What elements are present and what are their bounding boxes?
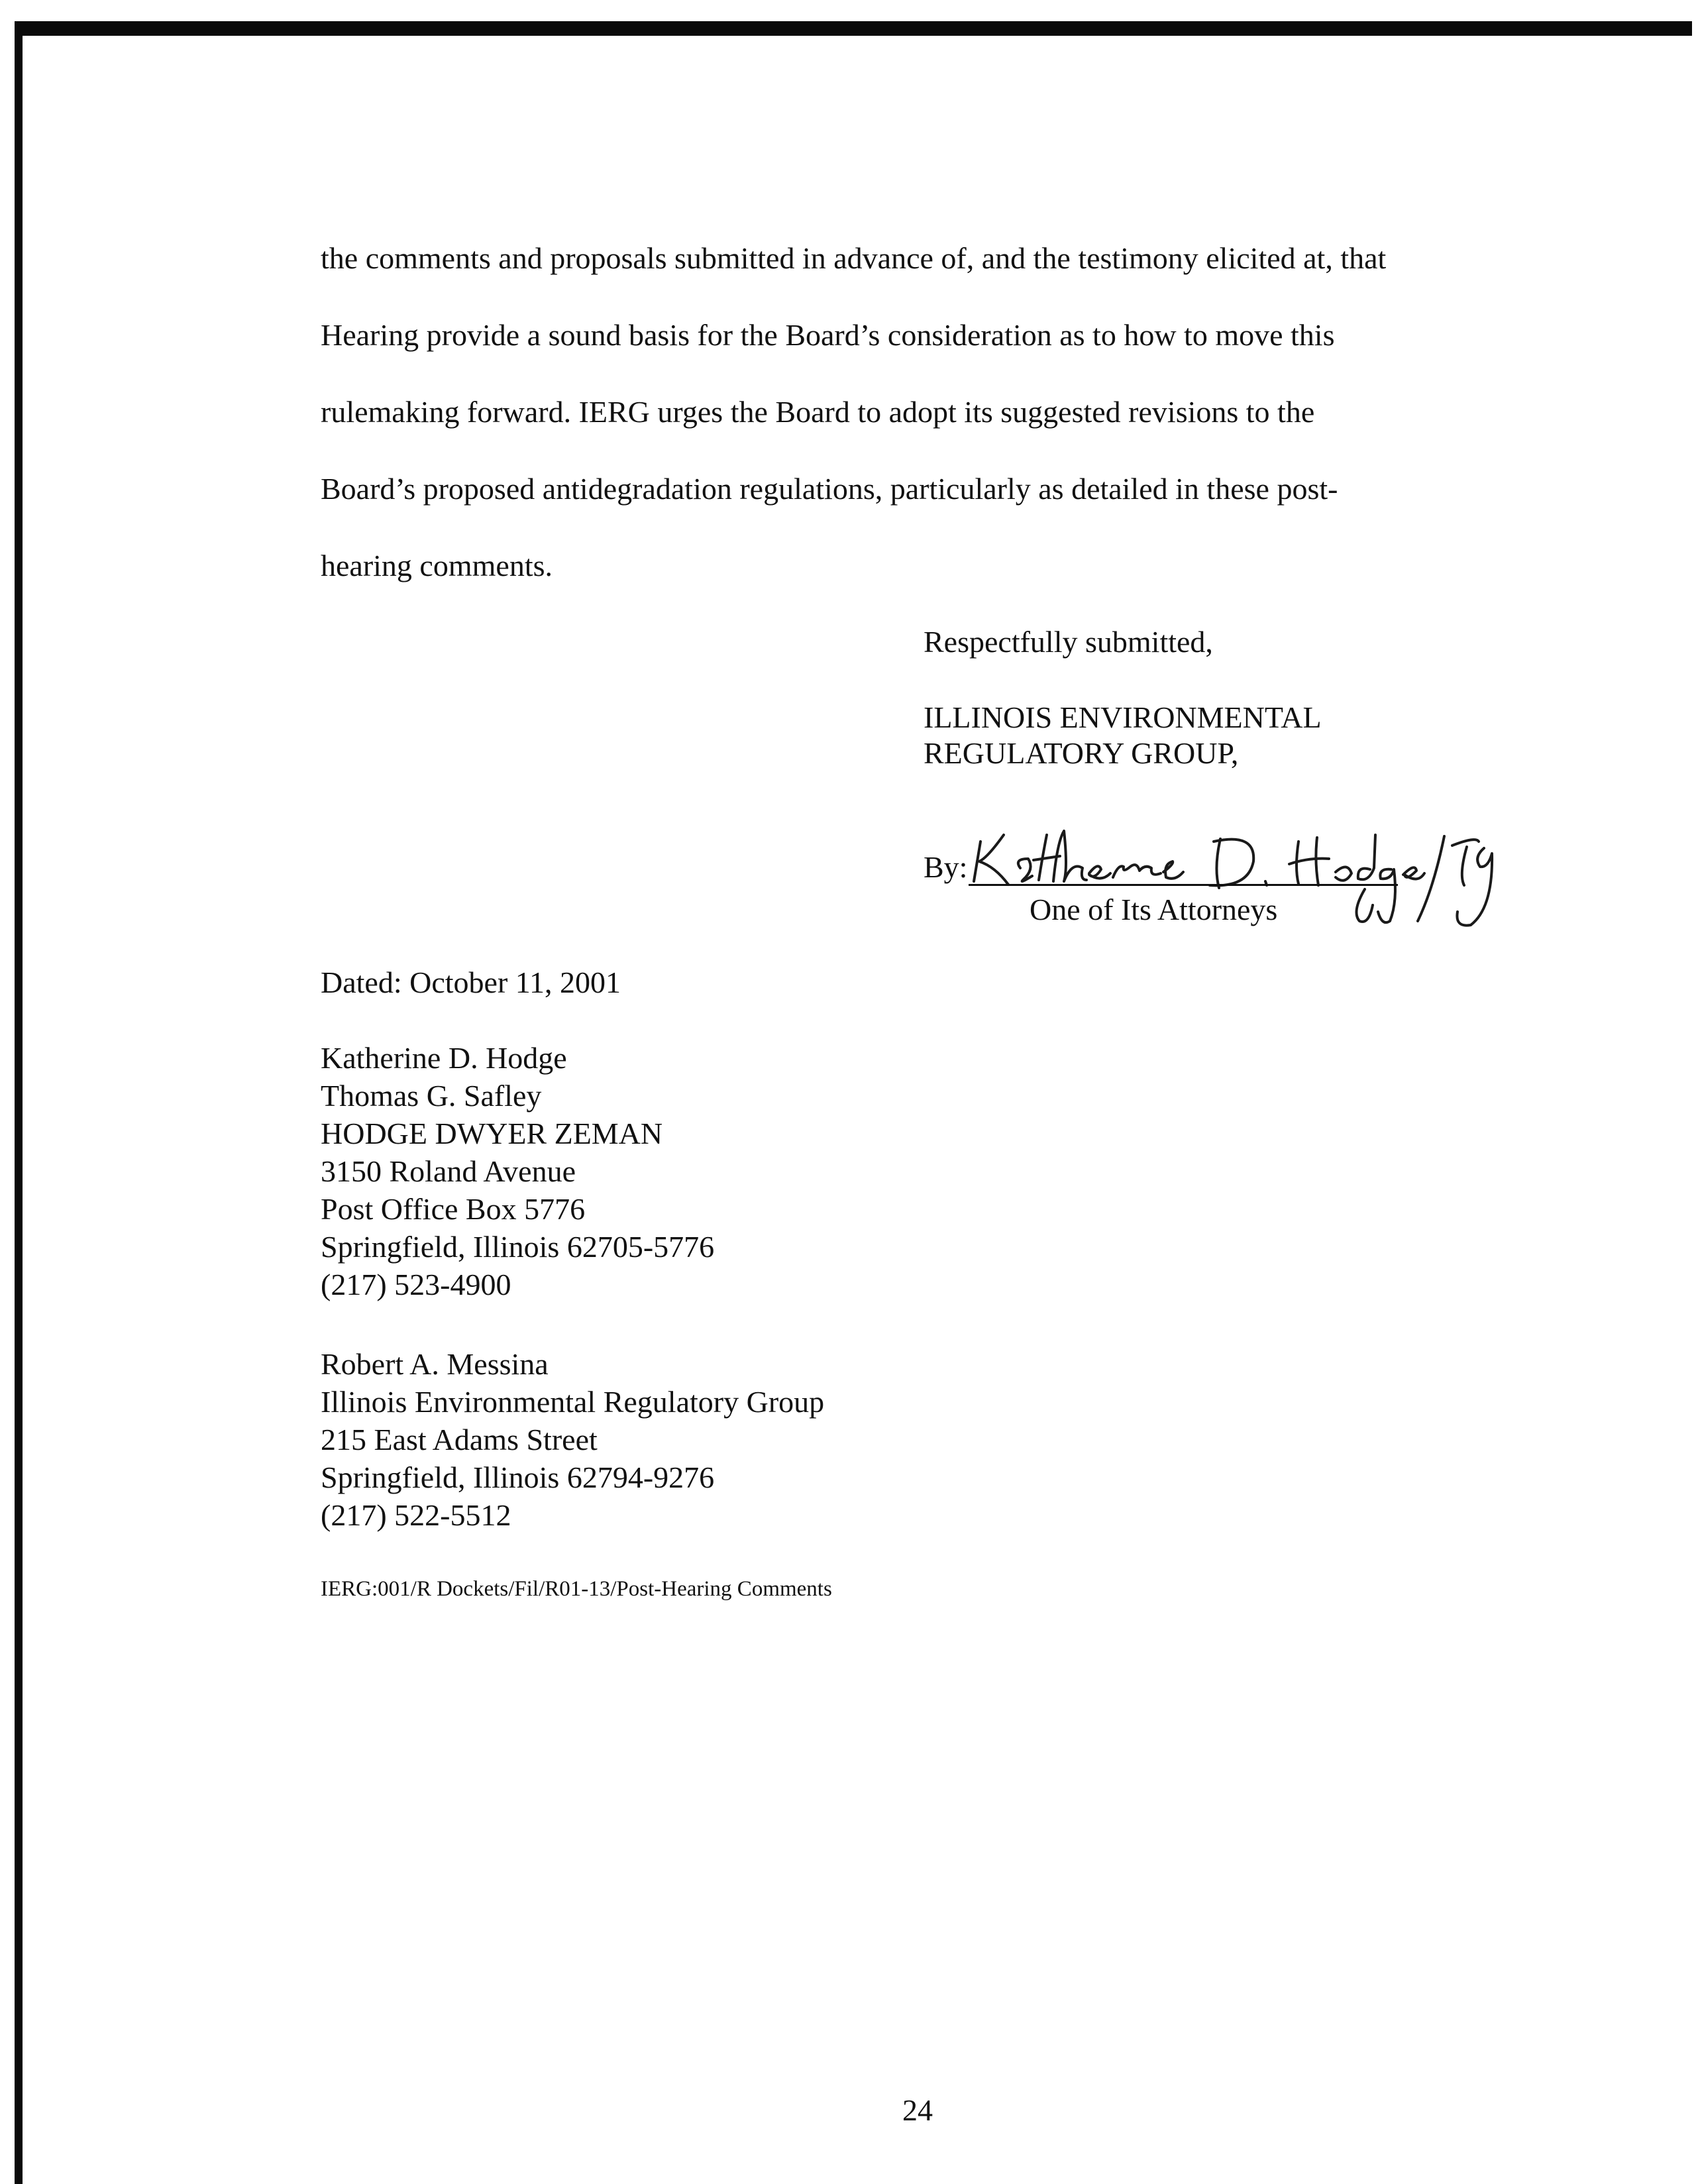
scan-border-top bbox=[15, 21, 1692, 36]
file-reference: IERG:001/R Dockets/Fil/R01-13/Post-Hearing Comments bbox=[321, 1577, 832, 1601]
page-number: 24 bbox=[902, 2093, 933, 2127]
body-line: hearing comments. bbox=[321, 549, 553, 582]
counsel-line: Post Office Box 5776 bbox=[321, 1192, 586, 1226]
scan-border-left bbox=[15, 21, 23, 2184]
counsel-line: Illinois Environmental Regulatory Group bbox=[321, 1385, 825, 1419]
counsel-line: (217) 522-5512 bbox=[321, 1498, 511, 1532]
organization-name-line-2: REGULATORY GROUP, bbox=[924, 736, 1239, 770]
body-line: Board’s proposed antidegradation regulations, particularly as detailed in these post- bbox=[321, 472, 1338, 506]
counsel-line: Katherine D. Hodge bbox=[321, 1041, 567, 1075]
counsel-address-block-1 bbox=[321, 1039, 714, 1303]
attorney-caption: One of Its Attorneys bbox=[1030, 893, 1278, 926]
counsel-line: (217) 523-4900 bbox=[321, 1268, 511, 1301]
counsel-line: Thomas G. Safley bbox=[321, 1079, 542, 1113]
date-line: Dated: October 11, 2001 bbox=[321, 965, 621, 999]
body-line: rulemaking forward. IERG urges the Board to adopt its suggested revisions to the bbox=[321, 395, 1315, 429]
counsel-line: 3150 Roland Avenue bbox=[321, 1154, 576, 1188]
closing-salutation: Respectfully submitted, bbox=[924, 625, 1213, 659]
counsel-line: 215 East Adams Street bbox=[321, 1423, 598, 1456]
organization-name-line-1: ILLINOIS ENVIRONMENTAL bbox=[924, 700, 1322, 734]
counsel-line: Springfield, Illinois 62794-9276 bbox=[321, 1460, 715, 1494]
counsel-address-block-2 bbox=[321, 1345, 824, 1534]
body-line: the comments and proposals submitted in advance of, and the testimony elicited at, that bbox=[321, 241, 1387, 275]
signature-line bbox=[969, 884, 1398, 886]
by-label: By: bbox=[924, 850, 968, 884]
counsel-line: Springfield, Illinois 62705-5776 bbox=[321, 1230, 715, 1264]
counsel-line: HODGE DWYER ZEMAN bbox=[321, 1117, 663, 1150]
body-line: Hearing provide a sound basis for the Board’s consideration as to how to move this bbox=[321, 318, 1335, 352]
counsel-line: Robert A. Messina bbox=[321, 1347, 549, 1381]
handwritten-signature bbox=[954, 795, 1497, 954]
